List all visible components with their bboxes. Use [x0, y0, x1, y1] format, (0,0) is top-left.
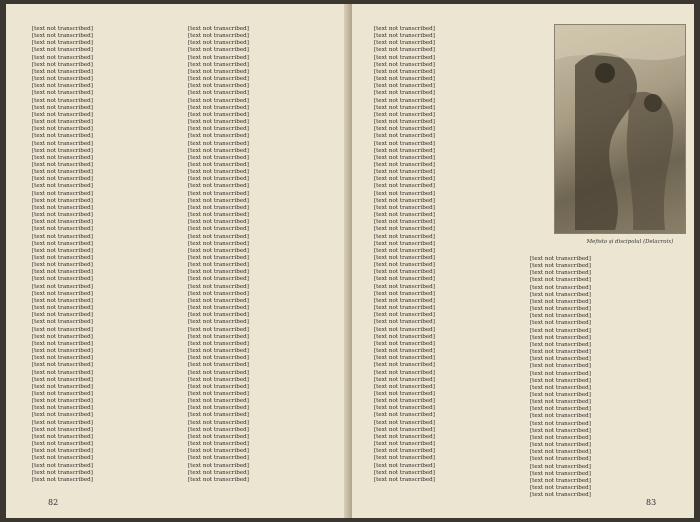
text-line: [text not transcribed] [32, 462, 93, 469]
text-line: [text not transcribed] [188, 219, 249, 226]
text-line: [text not transcribed] [530, 356, 591, 363]
text-line: [text not transcribed] [188, 419, 249, 426]
text-line: [text not transcribed] [374, 362, 435, 369]
text-line: [text not transcribed] [188, 433, 249, 440]
text-line: [text not transcribed] [374, 455, 435, 462]
text-line: [text not transcribed] [374, 340, 435, 347]
text-line: [text not transcribed] [188, 183, 249, 190]
text-line: [text not transcribed] [188, 290, 249, 297]
text-line: [text not transcribed] [32, 197, 93, 204]
text-line: [text not transcribed] [530, 470, 591, 477]
text-line: [text not transcribed] [32, 398, 93, 405]
text-line: [text not transcribed] [530, 492, 591, 499]
text-line: [text not transcribed] [32, 469, 93, 476]
text-line: [text not transcribed] [32, 319, 93, 326]
text-line: [text not transcribed] [374, 412, 435, 419]
text-line: [text not transcribed] [32, 26, 93, 32]
text-line: [text not transcribed] [188, 398, 249, 405]
text-line: [text not transcribed] [374, 104, 435, 111]
text-line: [text not transcribed] [374, 212, 435, 219]
text-line: [text not transcribed] [32, 276, 93, 283]
text-line: [text not transcribed] [188, 348, 249, 355]
text-line: [text not transcribed] [530, 291, 591, 298]
text-line: [text not transcribed] [188, 441, 249, 448]
text-line: [text not transcribed] [374, 326, 435, 333]
text-line: [text not transcribed] [188, 33, 249, 40]
text-line: [text not transcribed] [374, 76, 435, 83]
text-line: [text not transcribed] [530, 399, 591, 406]
text-line: [text not transcribed] [374, 68, 435, 75]
text-line: [text not transcribed] [374, 348, 435, 355]
right-page-column-1 [374, 26, 516, 490]
text-line: [text not transcribed] [32, 283, 93, 290]
text-line: [text not transcribed] [32, 226, 93, 233]
text-line: [text not transcribed] [374, 312, 435, 319]
text-line: [text not transcribed] [188, 54, 249, 61]
text-line: [text not transcribed] [188, 297, 249, 304]
text-line: [text not transcribed] [530, 313, 591, 320]
page-number-left: 82 [48, 498, 59, 507]
text-line: [text not transcribed] [188, 333, 249, 340]
text-line: [text not transcribed] [32, 104, 93, 111]
text-line: [text not transcribed] [374, 419, 435, 426]
text-line: [text not transcribed] [32, 240, 93, 247]
text-line: [text not transcribed] [530, 406, 591, 413]
text-line: [text not transcribed] [374, 448, 435, 455]
text-line: [text not transcribed] [530, 306, 591, 313]
page-number-right: 83 [646, 498, 657, 507]
text-line: [text not transcribed] [188, 269, 249, 276]
text-line: [text not transcribed] [188, 240, 249, 247]
text-line: [text not transcribed] [374, 297, 435, 304]
text-line: [text not transcribed] [32, 133, 93, 140]
text-line: [text not transcribed] [188, 111, 249, 118]
text-line: [text not transcribed] [188, 362, 249, 369]
text-line: [text not transcribed] [374, 383, 435, 390]
text-line: [text not transcribed] [530, 427, 591, 434]
text-line: [text not transcribed] [188, 90, 249, 97]
book-spread [6, 4, 694, 518]
text-line: [text not transcribed] [188, 390, 249, 397]
text-line: [text not transcribed] [530, 334, 591, 341]
text-line: [text not transcribed] [188, 133, 249, 140]
text-line: [text not transcribed] [188, 119, 249, 126]
text-line: [text not transcribed] [32, 154, 93, 161]
text-line: [text not transcribed] [374, 376, 435, 383]
engraving-drawing [555, 25, 685, 233]
text-line: [text not transcribed] [188, 376, 249, 383]
text-line: [text not transcribed] [374, 183, 435, 190]
text-line: [text not transcribed] [188, 47, 249, 54]
text-line: [text not transcribed] [32, 47, 93, 54]
text-line: [text not transcribed] [530, 327, 591, 334]
text-line: [text not transcribed] [32, 147, 93, 154]
text-line: [text not transcribed] [374, 197, 435, 204]
text-line: [text not transcribed] [374, 190, 435, 197]
text-line: [text not transcribed] [188, 476, 249, 483]
text-line: [text not transcribed] [374, 26, 435, 32]
text-line: [text not transcribed] [32, 441, 93, 448]
text-line: [text not transcribed] [188, 405, 249, 412]
text-line: [text not transcribed] [32, 290, 93, 297]
text-line: [text not transcribed] [530, 349, 591, 356]
text-line: [text not transcribed] [374, 441, 435, 448]
text-line: [text not transcribed] [32, 348, 93, 355]
text-line: [text not transcribed] [188, 104, 249, 111]
text-line: [text not transcribed] [188, 197, 249, 204]
text-line: [text not transcribed] [374, 247, 435, 254]
text-line: [text not transcribed] [530, 263, 591, 270]
text-line: [text not transcribed] [374, 305, 435, 312]
text-line: [text not transcribed] [188, 340, 249, 347]
text-line: [text not transcribed] [32, 383, 93, 390]
text-line: [text not transcribed] [32, 161, 93, 168]
text-line: [text not transcribed] [374, 476, 435, 483]
text-line: [text not transcribed] [32, 140, 93, 147]
text-line: [text not transcribed] [32, 76, 93, 83]
text-line: [text not transcribed] [32, 90, 93, 97]
text-line: [text not transcribed] [32, 169, 93, 176]
text-line: [text not transcribed] [374, 469, 435, 476]
text-line: [text not transcribed] [530, 477, 591, 484]
text-line: [text not transcribed] [530, 341, 591, 348]
text-line: [text not transcribed] [32, 355, 93, 362]
text-line: [text not transcribed] [32, 433, 93, 440]
text-line: [text not transcribed] [32, 54, 93, 61]
text-line: [text not transcribed] [374, 61, 435, 68]
text-line: [text not transcribed] [32, 369, 93, 376]
text-line: [text not transcribed] [530, 449, 591, 456]
text-line: [text not transcribed] [32, 412, 93, 419]
text-line: [text not transcribed] [374, 33, 435, 40]
text-line: [text not transcribed] [530, 256, 591, 262]
left-page-column-1 [32, 26, 174, 490]
text-line: [text not transcribed] [188, 455, 249, 462]
text-line: [text not transcribed] [188, 68, 249, 75]
text-line: [text not transcribed] [374, 390, 435, 397]
text-line: [text not transcribed] [374, 276, 435, 283]
text-line: [text not transcribed] [188, 355, 249, 362]
text-line: [text not transcribed] [32, 40, 93, 47]
text-line: [text not transcribed] [374, 147, 435, 154]
text-line: [text not transcribed] [188, 40, 249, 47]
text-line: [text not transcribed] [530, 277, 591, 284]
text-line: [text not transcribed] [374, 83, 435, 90]
text-line: [text not transcribed] [374, 169, 435, 176]
text-line: [text not transcribed] [188, 26, 249, 32]
text-line: [text not transcribed] [32, 326, 93, 333]
text-line: [text not transcribed] [32, 333, 93, 340]
text-line: [text not transcribed] [374, 40, 435, 47]
text-line: [text not transcribed] [530, 320, 591, 327]
text-line: [text not transcribed] [188, 412, 249, 419]
text-line: [text not transcribed] [188, 61, 249, 68]
text-line: [text not transcribed] [188, 276, 249, 283]
left-page-column-2 [188, 26, 330, 490]
text-line: [text not transcribed] [374, 355, 435, 362]
text-line: [text not transcribed] [374, 233, 435, 240]
text-line: [text not transcribed] [530, 363, 591, 370]
text-line: [text not transcribed] [32, 68, 93, 75]
text-line: [text not transcribed] [530, 463, 591, 470]
text-line: [text not transcribed] [32, 297, 93, 304]
text-line: [text not transcribed] [188, 97, 249, 104]
text-line: [text not transcribed] [374, 54, 435, 61]
text-line: [text not transcribed] [530, 284, 591, 291]
text-line: [text not transcribed] [374, 97, 435, 104]
text-line: [text not transcribed] [188, 140, 249, 147]
text-line: [text not transcribed] [374, 433, 435, 440]
text-line: [text not transcribed] [32, 405, 93, 412]
text-line: [text not transcribed] [374, 226, 435, 233]
text-line: [text not transcribed] [188, 326, 249, 333]
text-line: [text not transcribed] [32, 255, 93, 261]
text-line: [text not transcribed] [32, 262, 93, 269]
text-line: [text not transcribed] [188, 169, 249, 176]
text-line: [text not transcribed] [374, 161, 435, 168]
text-line: [text not transcribed] [374, 283, 435, 290]
text-line: [text not transcribed] [188, 255, 249, 261]
text-line: [text not transcribed] [188, 262, 249, 269]
text-line: [text not transcribed] [188, 312, 249, 319]
text-line: [text not transcribed] [530, 270, 591, 277]
text-line: [text not transcribed] [32, 33, 93, 40]
text-line: [text not transcribed] [32, 176, 93, 183]
left-page [6, 4, 348, 518]
text-line: [text not transcribed] [188, 126, 249, 133]
text-line: [text not transcribed] [530, 384, 591, 391]
text-line: [text not transcribed] [32, 312, 93, 319]
text-line: [text not transcribed] [32, 219, 93, 226]
text-line: [text not transcribed] [374, 269, 435, 276]
text-line: [text not transcribed] [530, 298, 591, 305]
text-line: [text not transcribed] [32, 269, 93, 276]
text-line: [text not transcribed] [32, 455, 93, 462]
text-line: [text not transcribed] [374, 133, 435, 140]
text-line: [text not transcribed] [188, 448, 249, 455]
text-line: [text not transcribed] [374, 398, 435, 405]
text-line: [text not transcribed] [530, 377, 591, 384]
text-line: [text not transcribed] [374, 176, 435, 183]
text-line: [text not transcribed] [32, 212, 93, 219]
text-line: [text not transcribed] [374, 290, 435, 297]
text-line: [text not transcribed] [374, 426, 435, 433]
text-line: [text not transcribed] [188, 212, 249, 219]
text-line: [text not transcribed] [32, 390, 93, 397]
text-line: [text not transcribed] [32, 126, 93, 133]
text-line: [text not transcribed] [188, 383, 249, 390]
text-line: [text not transcribed] [374, 47, 435, 54]
text-line: [text not transcribed] [374, 462, 435, 469]
text-line: [text not transcribed] [188, 176, 249, 183]
text-line: [text not transcribed] [188, 204, 249, 211]
text-line: [text not transcribed] [188, 247, 249, 254]
text-line: [text not transcribed] [530, 456, 591, 463]
text-line: [text not transcribed] [188, 469, 249, 476]
text-line: [text not transcribed] [374, 126, 435, 133]
text-line: [text not transcribed] [530, 442, 591, 449]
text-line: [text not transcribed] [530, 391, 591, 398]
text-line: [text not transcribed] [32, 247, 93, 254]
text-line: [text not transcribed] [188, 226, 249, 233]
text-line: [text not transcribed] [530, 370, 591, 377]
text-line: [text not transcribed] [32, 362, 93, 369]
text-line: [text not transcribed] [374, 90, 435, 97]
illustration-caption: Mefisto și discipolul (Delacroix) [586, 239, 674, 245]
text-line: [text not transcribed] [374, 240, 435, 247]
text-line: [text not transcribed] [188, 462, 249, 469]
text-line: [text not transcribed] [374, 333, 435, 340]
text-line: [text not transcribed] [374, 111, 435, 118]
text-line: [text not transcribed] [188, 147, 249, 154]
text-line: [text not transcribed] [32, 448, 93, 455]
text-line: [text not transcribed] [32, 119, 93, 126]
engraving-illustration [554, 24, 686, 234]
text-line: [text not transcribed] [32, 83, 93, 90]
text-line: [text not transcribed] [32, 376, 93, 383]
text-line: [text not transcribed] [32, 183, 93, 190]
text-line: [text not transcribed] [32, 61, 93, 68]
text-line: [text not transcribed] [188, 161, 249, 168]
text-line: [text not transcribed] [188, 305, 249, 312]
text-line: [text not transcribed] [188, 190, 249, 197]
text-line: [text not transcribed] [374, 140, 435, 147]
text-line: [text not transcribed] [374, 369, 435, 376]
text-line: [text not transcribed] [32, 305, 93, 312]
text-line: [text not transcribed] [188, 233, 249, 240]
text-line: [text not transcribed] [32, 204, 93, 211]
text-line: [text not transcribed] [32, 233, 93, 240]
text-line: [text not transcribed] [374, 204, 435, 211]
text-line: [text not transcribed] [374, 119, 435, 126]
right-page-column-2 [530, 256, 672, 499]
text-line: [text not transcribed] [188, 369, 249, 376]
text-line: [text not transcribed] [32, 426, 93, 433]
text-line: [text not transcribed] [32, 111, 93, 118]
text-line: [text not transcribed] [530, 485, 591, 491]
text-line: [text not transcribed] [530, 413, 591, 420]
text-line: [text not transcribed] [530, 434, 591, 441]
text-line: [text not transcribed] [32, 97, 93, 104]
text-line: [text not transcribed] [530, 420, 591, 427]
text-line: [text not transcribed] [374, 255, 435, 261]
text-line: [text not transcribed] [188, 76, 249, 83]
text-line: [text not transcribed] [188, 319, 249, 326]
text-line: [text not transcribed] [188, 283, 249, 290]
text-line: [text not transcribed] [188, 154, 249, 161]
text-line: [text not transcribed] [374, 262, 435, 269]
text-line: [text not transcribed] [374, 319, 435, 326]
text-line: [text not transcribed] [374, 405, 435, 412]
text-line: [text not transcribed] [374, 219, 435, 226]
text-line: [text not transcribed] [188, 426, 249, 433]
text-line: [text not transcribed] [32, 340, 93, 347]
text-line: [text not transcribed] [374, 154, 435, 161]
text-line: [text not transcribed] [32, 190, 93, 197]
text-line: [text not transcribed] [32, 419, 93, 426]
text-line: [text not transcribed] [32, 476, 93, 483]
text-line: [text not transcribed] [188, 83, 249, 90]
